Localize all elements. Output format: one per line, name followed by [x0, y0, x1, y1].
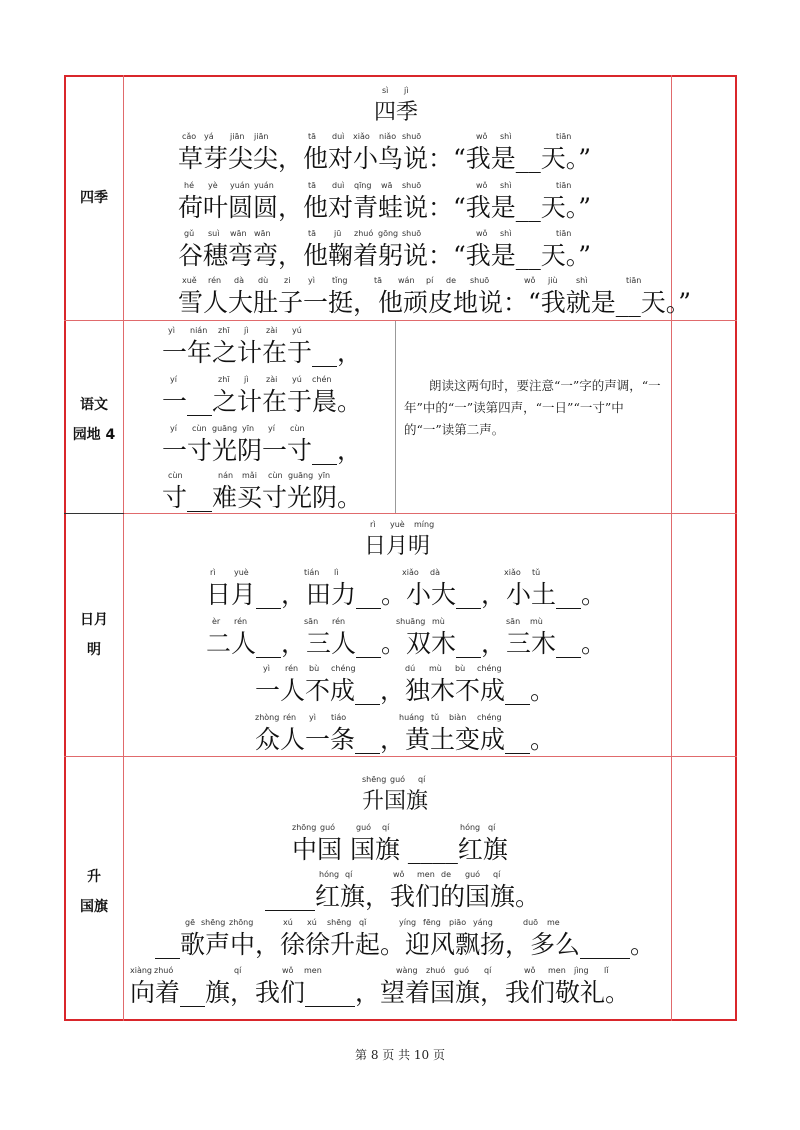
row-label-line: 园地 4 — [72, 427, 116, 443]
pinyin: jiān — [254, 132, 269, 141]
pinyin: mù — [432, 617, 445, 626]
pinyin: qí — [382, 823, 390, 832]
pinyin: wàng — [396, 966, 418, 975]
pinyin: rì — [370, 520, 376, 529]
pinyin: sān — [506, 617, 521, 626]
pinyin: hóng — [319, 870, 340, 879]
pinyin: qí — [488, 823, 496, 832]
pinyin: nán — [218, 471, 234, 480]
pinyin: qí — [484, 966, 492, 975]
pinyin: wā — [381, 181, 393, 190]
proverb-line-text: 一年之计在于__， — [162, 338, 363, 367]
pinyin: yí — [170, 375, 177, 384]
pinyin: qí — [493, 870, 501, 879]
row-divider-3 — [64, 756, 737, 757]
pinyin: zhòng — [255, 713, 280, 722]
pinyin: tā — [308, 132, 317, 141]
pinyin: pí — [426, 276, 434, 285]
pinyin: yíng — [399, 918, 417, 927]
pinyin: duì — [332, 181, 345, 190]
poem-line-text: 众人一条__，黄土变成__。 — [255, 725, 556, 754]
pinyin: hóng — [460, 823, 481, 832]
pinyin: gōng — [378, 229, 399, 238]
pinyin: sān — [304, 617, 319, 626]
pinyin: tiān — [556, 229, 572, 238]
title-text: 四季 — [374, 100, 419, 125]
poem-line-text: 草芽尖尖，他对小鸟说：“我是__天。” — [178, 144, 592, 173]
pinyin: rén — [332, 617, 346, 626]
pinyin: men — [548, 966, 566, 975]
note-cell-divider — [395, 321, 396, 513]
pinyin: bù — [309, 664, 320, 673]
pinyin: rén — [208, 276, 222, 285]
right-margin-divider — [671, 75, 672, 1021]
title-text: 升国旗 — [362, 789, 429, 814]
pinyin: shuō — [470, 276, 490, 285]
pinyin: zhōng — [229, 918, 254, 927]
pinyin: biàn — [449, 713, 467, 722]
pinyin: guó — [465, 870, 481, 879]
pinyin-row — [162, 326, 382, 338]
pinyin: cùn — [268, 471, 283, 480]
pinyin: dú — [405, 664, 416, 673]
poem-line-text: 荷叶圆圆，他对青蛙说：“我是__天。” — [178, 193, 592, 222]
row-divider-2 — [124, 513, 737, 514]
pinyin: shuāng — [396, 617, 426, 626]
pinyin-row — [292, 823, 532, 835]
pinyin: zhuó — [154, 966, 174, 975]
pinyin: zhī — [218, 375, 230, 384]
pinyin-row — [362, 775, 452, 787]
row-label-line: 语文 — [80, 397, 108, 413]
pinyin: zài — [266, 375, 278, 384]
poem-line-text: 一人不成__，独木不成__。 — [255, 676, 556, 705]
pinyin: hé — [184, 181, 194, 190]
pinyin: èr — [212, 617, 221, 626]
poem-line-text: 中国 国旗 ____红旗 — [292, 835, 508, 864]
pinyin: shuō — [402, 132, 422, 141]
pinyin: shuō — [402, 229, 422, 238]
pinyin-row — [374, 86, 434, 98]
pinyin: shì — [500, 229, 512, 238]
poem-line-text: 二人__，三人__。双木__，三木__。 — [206, 629, 607, 658]
pinyin: shēng — [201, 918, 226, 927]
pinyin: tián — [304, 568, 320, 577]
pinyin: xiǎo — [402, 568, 419, 577]
pinyin: sì — [382, 86, 389, 95]
row-label-text: 四季 — [80, 190, 108, 206]
pinyin: wǒ — [393, 870, 405, 879]
pinyin: xiàng — [130, 966, 153, 975]
pinyin: shēng — [327, 918, 352, 927]
pinyin: huáng — [399, 713, 425, 722]
pinyin-row — [255, 664, 555, 676]
pinyin-row — [155, 918, 655, 930]
pinyin: duì — [332, 132, 345, 141]
pinyin: yì — [168, 326, 175, 335]
pinyin: chén — [312, 375, 332, 384]
pinyin: nián — [190, 326, 208, 335]
pinyin-row — [178, 276, 668, 288]
pinyin: gē — [185, 918, 195, 927]
pinyin: zhī — [218, 326, 230, 335]
pinyin: shuō — [402, 181, 422, 190]
pinyin: jiù — [548, 276, 558, 285]
title-text: 日月明 — [364, 534, 431, 559]
pinyin-row — [178, 132, 618, 144]
pinyin: wān — [230, 229, 247, 238]
pinyin-row — [162, 375, 382, 387]
pinyin-row — [162, 424, 382, 436]
pinyin: wān — [254, 229, 271, 238]
pinyin: tā — [308, 181, 317, 190]
pinyin: míng — [414, 520, 435, 529]
pinyin-row — [265, 870, 545, 882]
pinyin: wǒ — [476, 181, 488, 190]
pinyin-row — [255, 713, 555, 725]
pinyin: jì — [404, 86, 409, 95]
pinyin: yè — [208, 181, 218, 190]
page-number: 第 8 页 共 10 页 — [355, 1048, 445, 1062]
pinyin: tiān — [626, 276, 642, 285]
pinyin: fēng — [423, 918, 441, 927]
pinyin: yí — [268, 424, 275, 433]
pinyin: yí — [170, 424, 177, 433]
pinyin: guó — [320, 823, 336, 832]
pinyin: xú — [283, 918, 293, 927]
pinyin: de — [441, 870, 451, 879]
pinyin: guāng — [288, 471, 314, 480]
poem-line-text: 雪人大肚子一挺，他顽皮地说：“我就是__天。” — [178, 288, 692, 317]
proverb-line-text: 一__之计在于晨。 — [162, 387, 363, 416]
pinyin-row — [178, 229, 618, 241]
pinyin: jì — [244, 326, 249, 335]
pinyin: wǒ — [524, 966, 536, 975]
pinyin: xiǎo — [504, 568, 521, 577]
pinyin: guó — [390, 775, 406, 784]
pinyin: tā — [308, 229, 317, 238]
pinyin-row — [206, 617, 606, 629]
pinyin: de — [446, 276, 456, 285]
pinyin: duō — [523, 918, 539, 927]
pinyin: tā — [374, 276, 383, 285]
row-label-shengguoqi — [64, 862, 124, 922]
poem-line-text: 谷穗弯弯，他鞠着躬说：“我是__天。” — [178, 241, 592, 270]
pinyin: men — [417, 870, 435, 879]
row-label-line: 升 — [87, 869, 101, 885]
pinyin: chéng — [477, 664, 502, 673]
pinyin: lǐ — [604, 966, 609, 975]
pinyin: tiān — [556, 132, 572, 141]
pinyin: yáng — [473, 918, 493, 927]
pinyin: jū — [334, 229, 342, 238]
pinyin: zhōng — [292, 823, 317, 832]
poem-line-text: 日月__，田力__。小大__，小土__。 — [206, 580, 607, 609]
pinyin: yīn — [242, 424, 255, 433]
pinyin: zi — [284, 276, 291, 285]
pinyin-row — [206, 568, 606, 580]
pinyin: rén — [234, 617, 248, 626]
pinyin: yuè — [390, 520, 405, 529]
pinyin: xú — [307, 918, 317, 927]
pinyin-row — [130, 966, 660, 978]
pinyin-row — [364, 520, 444, 532]
row-label-riyueming — [64, 605, 124, 665]
pinyin: men — [304, 966, 322, 975]
pinyin: yú — [292, 375, 302, 384]
pinyin: zhuó — [426, 966, 446, 975]
pinyin: qǐ — [359, 918, 367, 927]
pinyin: wán — [398, 276, 415, 285]
pinyin: yuán — [254, 181, 274, 190]
pinyin: zhuó — [354, 229, 374, 238]
poem-line-text: __歌声中，徐徐升起。迎风飘扬，多么____。 — [155, 930, 656, 959]
proverb-line-text: 寸__难买寸光阴。 — [162, 483, 363, 512]
pinyin: dà — [430, 568, 440, 577]
proverb-line-text: 一寸光阴一寸__， — [162, 436, 363, 465]
pinyin: tiáo — [331, 713, 347, 722]
pinyin: piāo — [449, 918, 467, 927]
pinyin: shì — [576, 276, 588, 285]
pinyin: qīng — [354, 181, 372, 190]
pinyin: shì — [500, 181, 512, 190]
pinyin: xiǎo — [353, 132, 370, 141]
pinyin: guāng — [212, 424, 238, 433]
pinyin: rì — [210, 568, 216, 577]
row-divider-2-label — [64, 513, 124, 514]
pinyin: tiān — [556, 181, 572, 190]
pinyin: yì — [309, 713, 316, 722]
row-label-yuwen — [64, 390, 124, 450]
pinyin: jiān — [230, 132, 245, 141]
pinyin: tǔ — [431, 713, 440, 722]
pinyin: guó — [454, 966, 470, 975]
pinyin: suì — [208, 229, 220, 238]
row-label-line: 国旗 — [80, 899, 108, 915]
poem-line-text: ____红旗，我们的国旗。 — [265, 882, 541, 911]
pinyin: wǒ — [524, 276, 536, 285]
pinyin: yīn — [318, 471, 331, 480]
pinyin: gǔ — [184, 229, 195, 238]
row-label-line: 日月 — [80, 612, 108, 628]
pinyin: shēng — [362, 775, 387, 784]
pinyin: tǐng — [332, 276, 348, 285]
pinyin: dù — [258, 276, 269, 285]
pinyin: cùn — [290, 424, 305, 433]
pinyin: qí — [345, 870, 353, 879]
pinyin: yì — [263, 664, 270, 673]
pinyin: yú — [292, 326, 302, 335]
pinyin: cùn — [168, 471, 183, 480]
pinyin: qí — [234, 966, 242, 975]
pinyin-row — [162, 471, 382, 483]
pinyin: jìng — [574, 966, 589, 975]
reading-tip: 朗读这两句时，要注意“一”字的声调，“一年”中的“一”读第四声，“一日”“一寸”中的“一”读第二声。 — [404, 378, 661, 437]
pinyin: cǎo — [182, 132, 197, 141]
pinyin: mù — [530, 617, 543, 626]
poem-line-text: 向着__旗，我们____，望着国旗，我们敬礼。 — [130, 978, 631, 1007]
pinyin: wǒ — [476, 132, 488, 141]
row-divider-1 — [64, 320, 737, 321]
pinyin: wǒ — [476, 229, 488, 238]
pinyin: chéng — [477, 713, 502, 722]
pinyin: xuě — [182, 276, 197, 285]
pinyin: wǒ — [282, 966, 294, 975]
pinyin: yì — [308, 276, 315, 285]
pinyin: yá — [204, 132, 214, 141]
pinyin: mǎi — [242, 471, 257, 480]
pinyin: cùn — [192, 424, 207, 433]
pinyin: qí — [418, 775, 426, 784]
pinyin: tǔ — [532, 568, 541, 577]
pinyin: dà — [234, 276, 244, 285]
pinyin: rén — [285, 664, 299, 673]
pinyin: rén — [283, 713, 297, 722]
pinyin: chéng — [331, 664, 356, 673]
pinyin-row — [178, 181, 618, 193]
pinyin: niǎo — [379, 132, 397, 141]
row-label-line: 明 — [87, 642, 101, 658]
pinyin: zài — [266, 326, 278, 335]
pinyin: lì — [334, 568, 339, 577]
pinyin: bù — [455, 664, 466, 673]
pinyin: guó — [356, 823, 372, 832]
pinyin: shì — [500, 132, 512, 141]
pinyin: mù — [429, 664, 442, 673]
row-label-siji — [64, 183, 124, 213]
pinyin: me — [547, 918, 560, 927]
pinyin: jì — [244, 375, 249, 384]
pinyin: yuán — [230, 181, 250, 190]
pinyin: yuè — [234, 568, 249, 577]
